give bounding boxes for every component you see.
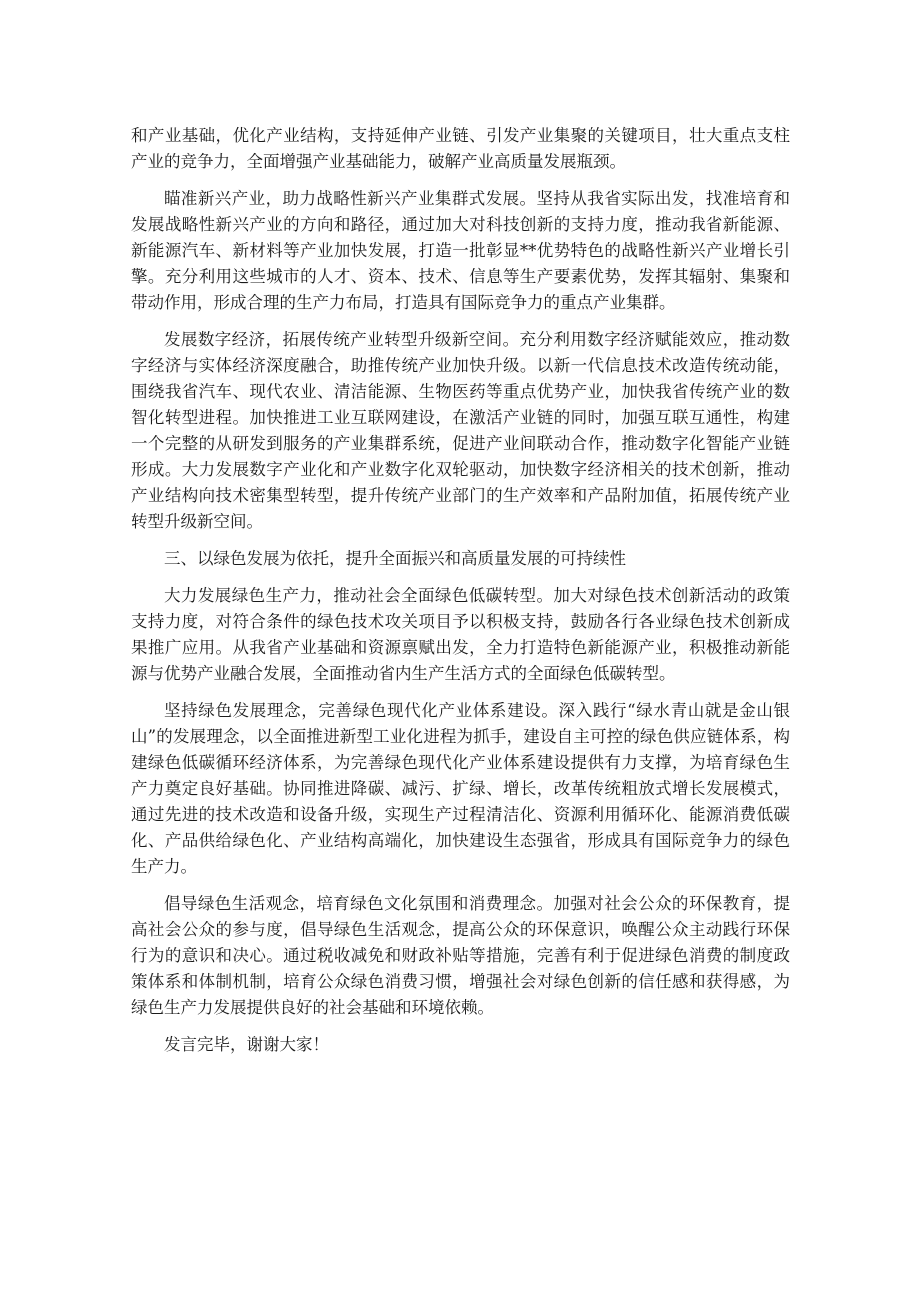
paragraph-digital-economy: 发展数字经济，拓展传统产业转型升级新空间。充分利用数字经济赋能效应，推动数字经济与实体经济深度融合，助推传统产业加快升级。以新一代信息技术改造传统动能，围绕我省汽车、现代农业、清洁能源、生物医药等重点优势产业，加快我省传统产业的数智化转型进程。加快推进工业互联网建设，在激活产业链的同时，加强互联互通性，构建一个完整的从研发到服务的产业集群系统，促进产业间联动合作，推动数字化智能产业链形成。大力发展数字产业化和产业数字化双轮驱动，加快数字经济相关的技术创新，推动产业结构向技术密集型转型，提升传统产业部门的生产效率和产品附加值，拓展传统产业转型升级新空间。: [131, 330, 790, 531]
paragraph-green-lifestyle: 倡导绿色生活观念，培育绿色文化氛围和消费理念。加强对社会公众的环保教育，提高社会公众的参与度，倡导绿色生活观念，提高公众的环保意识，唤醒公众主动践行环保行为的意识和决心。通过税收减免和财政补贴等措施，完善有利于促进绿色消费的制度政策体系和体制机制，培育公众绿色消费习惯，增强社会对绿色创新的信任感和获得感，为绿色生产力发展提供良好的社会基础和环境依赖。: [131, 894, 790, 1017]
paragraph-continuation: 和产业基础，优化产业结构，支持延伸产业链、引发产业集聚的关键项目，壮大重点支柱产业的竞争力，全面增强产业基础能力，破解产业高质量发展瓶颈。: [131, 126, 790, 171]
paragraph-closing: 发言完毕，谢谢大家！: [164, 1035, 329, 1054]
paragraph-emerging-industries: 瞄准新兴产业，助力战略性新兴产业集群式发展。坚持从我省实际出发，找准培育和发展战略性新兴产业的方向和路径，通过加大对科技创新的支持力度，推动我省新能源、新能源汽车、新材料等产业加快发展，打造一批彰显**优势特色的战略性新兴产业增长引擎。充分利用这些城市的人才、资本、技术、信息等生产要素优势，发挥其辐射、集聚和带动作用，形成合理的生产力布局，打造具有国际竞争力的重点产业集群。: [131, 189, 790, 312]
paragraph-green-productivity: 大力发展绿色生产力，推动社会全面绿色低碳转型。加大对绿色技术创新活动的政策支持力度，对符合条件的绿色技术攻关项目予以积极支持，鼓励各行各业绿色技术创新成果推广应用。从我省产业基础和资源禀赋出发，全力打造特色新能源产业，积极推动新能源与优势产业融合发展，全面推动省内生产生活方式的全面绿色低碳转型。: [131, 586, 790, 683]
document-body: [131, 123, 790, 1069]
section-heading-green-development: 三、以绿色发展为依托，提升全面振兴和高质量发展的可持续性: [164, 549, 626, 568]
paragraph-green-industrial-system: 坚持绿色发展理念，完善绿色现代化产业体系建设。深入践行“绿水青山就是金山银山”的发展理念，以全面推进新型工业化进程为抓手，建设自主可控的绿色供应链体系，构建绿色低碳循环经济体系，为完善绿色现代化产业体系建设提供有力支撑，为培育绿色生产力奠定良好基础。协同推进降碳、减污、扩绿、增长，改革传统粗放式增长发展模式，通过先进的技术改造和设备升级，实现生产过程清洁化、资源利用循环化、能源消费低碳化、产品供给绿色化、产业结构高端化，加快建设生态强省，形成具有国际竞争力的绿色生产力。: [131, 701, 790, 876]
